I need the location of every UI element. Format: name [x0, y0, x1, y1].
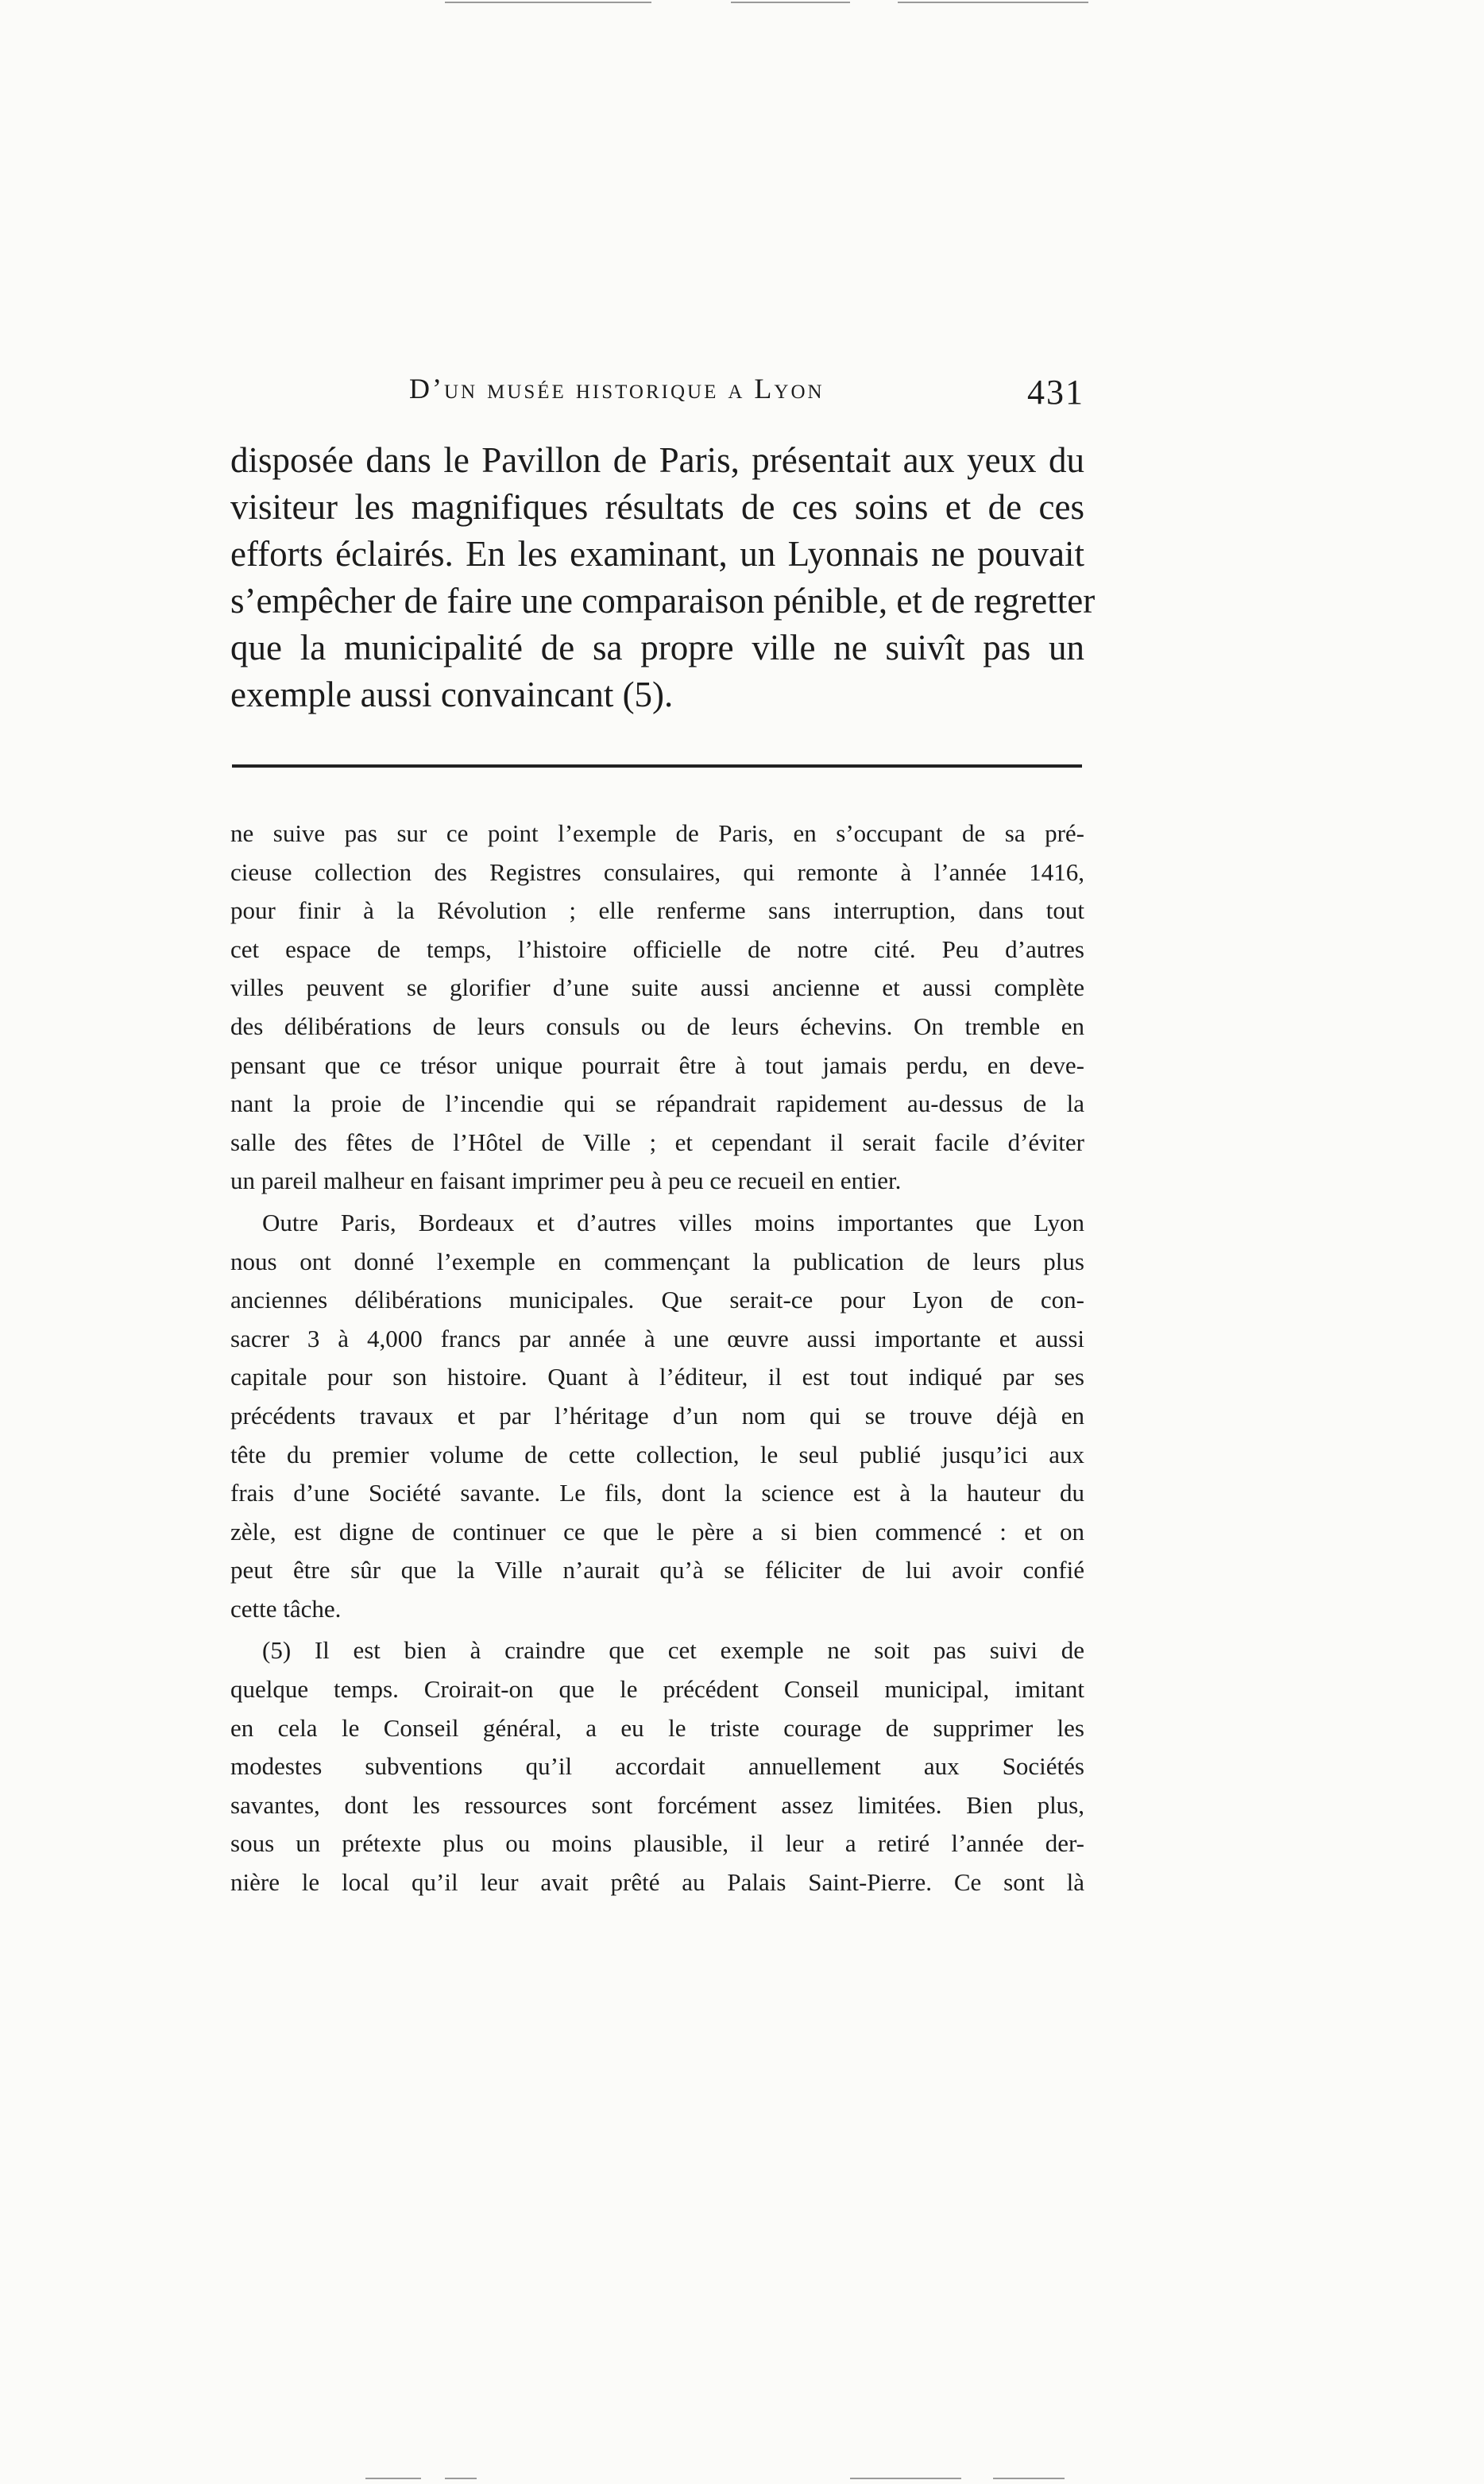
- scan-artifact-top: [898, 2, 1088, 3]
- footnote-line: pour finir à la Révolution ; elle renferme sans interruption, dans tout: [230, 896, 1084, 925]
- running-head: [230, 372, 1084, 420]
- body-line: exemple aussi convaincant (5).: [230, 675, 674, 714]
- footnote-5: [230, 1631, 1084, 1902]
- footnote-line: nant la proie de l’incendie qui se répandrait rapidement au-dessus de la: [230, 1089, 1084, 1118]
- footnote-line: savantes, dont les ressources sont forcément assez limitées. Bien plus,: [230, 1790, 1084, 1819]
- footnote-line: précédents travaux et par l’héritage d’un nom qui se trouve déjà en: [230, 1401, 1084, 1430]
- footnote-paragraph: [230, 814, 1084, 1201]
- footnote-paragraph: [230, 1204, 1084, 1629]
- footnote-line: anciennes délibérations municipales. Que serait-ce pour Lyon de con-: [230, 1286, 1084, 1314]
- scan-artifact-bottom: [445, 2478, 477, 2479]
- footnote-line: tête du premier volume de cette collection, le seul publié jusqu’ici aux: [230, 1440, 1084, 1468]
- footnote-line: cieuse collection des Registres consulaires, qui remonte à l’année 1416,: [230, 857, 1084, 886]
- footnote-line: ne suive pas sur ce point l’exemple de Paris, en s’occupant de sa pré-: [230, 819, 1084, 847]
- footnote-line: des délibérations de leurs consuls ou de leurs échevins. On tremble en: [230, 1012, 1084, 1040]
- footnote-line: quelque temps. Croirait-on que le précédent Conseil municipal, imitant: [230, 1675, 1084, 1704]
- footnote-line: en cela le Conseil général, a eu le triste courage de supprimer les: [230, 1713, 1084, 1742]
- scan-artifact-top: [445, 2, 651, 3]
- footnote-line: salle des fêtes de l’Hôtel de Ville ; et cependant il serait facile d’éviter: [230, 1128, 1084, 1156]
- footnote-line: sacrer 3 à 4,000 francs par année à une œuvre aussi importante et aussi: [230, 1324, 1084, 1352]
- footnote-line: zèle, est digne de continuer ce que le père a si bien commencé : et on: [230, 1517, 1084, 1546]
- body-text: [230, 437, 1096, 718]
- footnote-line: capitale pour son histoire. Quant à l’éditeur, il est tout indiqué par ses: [230, 1363, 1084, 1391]
- footnote-line: un pareil malheur en faisant imprimer peu à peu ce recueil en entier.: [230, 1167, 902, 1195]
- footnote-line: nière le local qu’il leur avait prêté au Palais Saint-Pierre. Ce sont là: [230, 1868, 1084, 1897]
- footnote-separator-rule: [232, 764, 1082, 768]
- scan-artifact-bottom: [850, 2478, 961, 2479]
- footnote-line: modestes subventions qu’il accordait annuellement aux Sociétés: [230, 1752, 1084, 1781]
- running-title: D’un musée historique a Lyon: [409, 373, 825, 404]
- body-line: disposée dans le Pavillon de Paris, présentait aux yeux du: [230, 440, 1084, 480]
- body-line: visiteur les magnifiques résultats de ces soins et de ces: [230, 487, 1084, 527]
- scan-artifact-top: [731, 2, 850, 3]
- footnote-line: villes peuvent se glorifier d’une suite aussi ancienne et aussi complète: [230, 973, 1084, 1002]
- page-number: 431: [1027, 373, 1084, 412]
- footnote-line: cet espace de temps, l’histoire officielle de notre cité. Peu d’autres: [230, 934, 1084, 963]
- scan-artifact-bottom: [993, 2478, 1065, 2479]
- footnote-line: frais d’une Société savante. Le fils, dont la science est à la hauteur du: [230, 1479, 1084, 1507]
- footnote-line: nous ont donné l’exemple en commençant la publication de leurs plus: [230, 1247, 1084, 1275]
- footnotes: [230, 814, 1084, 1902]
- footnote-line: Outre Paris, Bordeaux et d’autres villes moins importantes que Lyon: [262, 1208, 1084, 1236]
- scan-artifact-bottom: [365, 2478, 421, 2479]
- footnote-line: sous un prétexte plus ou moins plausible, il leur a retiré l’année der-: [230, 1829, 1084, 1858]
- footnote-line: (5) Il est bien à craindre que cet exemple ne soit pas suivi de: [262, 1636, 1084, 1665]
- body-line: s’empêcher de faire une comparaison pénible, et de regretter: [230, 581, 1096, 621]
- footnote-line: pensant que ce trésor unique pourrait être à tout jamais perdu, en deve-: [230, 1050, 1084, 1079]
- body-line: efforts éclairés. En les examinant, un Lyonnais ne pouvait: [230, 534, 1084, 574]
- body-line: que la municipalité de sa propre ville ne suivît pas un: [230, 628, 1084, 667]
- footnote-line: cette tâche.: [230, 1594, 342, 1623]
- footnote-line: peut être sûr que la Ville n’aurait qu’à se féliciter de lui avoir confié: [230, 1556, 1084, 1584]
